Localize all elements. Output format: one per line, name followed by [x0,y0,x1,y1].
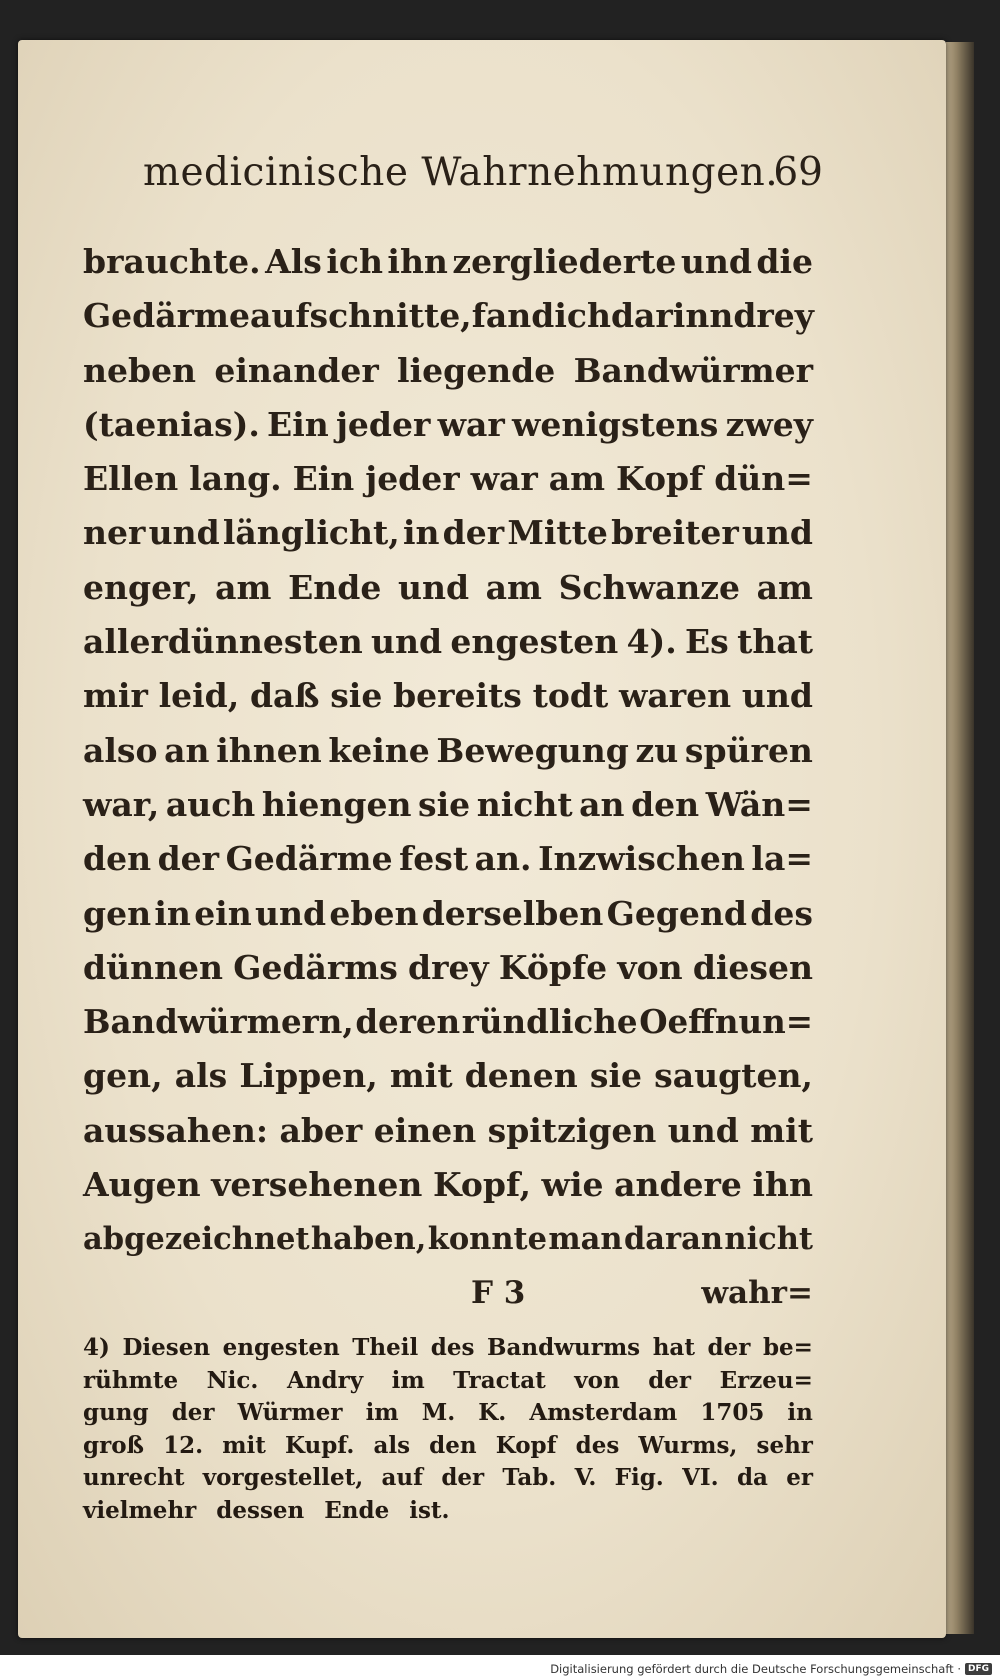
text-line: gen, als Lippen, mit denen sie saugten, [83,1056,813,1096]
text-line: brauchte. Als ich ihn zergliederte und die [83,242,813,281]
book-page [18,40,946,1638]
text-line: allerdünnesten und engesten 4). Es that [83,622,813,662]
text-line: gen in ein und eben derselben Gegend des [83,893,813,933]
catch-line [83,1275,813,1325]
footnote-line: groß 12. mit Kupf. als den Kopf des Wurms, sehr [83,1431,813,1459]
text-line: dünnen Gedärms drey Köpfe von diesen [83,947,813,987]
footnote-line: unrecht vorgestellet, auf der Tab. V. Fig. VI. da er [83,1464,813,1492]
text-line: Bandwürmern, deren ründliche Oeffnun= [83,1002,813,1042]
text-line: war, auch hiengen sie nicht an den Wän= [83,784,813,824]
dfg-logo: DFG [965,1663,992,1675]
footnote-line: rühmte Nic. Andry im Tractat von der Erzeu= [83,1366,813,1394]
text-line: ner und länglicht, in der Mitte breiter und [83,513,813,553]
signature-mark: F 3 [471,1275,526,1311]
text-line: neben einander liegende Bandwürmer [83,350,813,390]
book-page-edges [946,42,974,1634]
text-line: den der Gedärme fest an. Inzwischen la= [83,839,813,879]
footnote [83,1332,813,1528]
text-line: aussahen: aber einen spitzigen und mit [83,1110,813,1150]
digitization-credit [550,1660,992,1678]
text-line: Augen versehenen Kopf, wie andere ihn [83,1165,813,1205]
footnote-line: 4) Diesen engesten Theil des Bandwurms hat der be= [83,1334,813,1361]
text-line: abgezeichnet haben, konnte man daran nicht [83,1221,813,1258]
text-line: enger, am Ende und am Schwanze am [83,567,813,607]
running-title: medicinische Wahrnehmungen. [143,150,779,195]
footnote-line: vielmehr dessen Ende ist. [83,1496,450,1524]
text-line: mir leid, daß sie bereits todt waren und [83,676,813,716]
text-line: Ellen lang. Ein jeder war am Kopf dün= [83,459,813,499]
credit-text: Digitalisierung gefördert durch die Deutsche Forschungsgemeinschaft · [550,1662,961,1676]
catchword: wahr= [701,1275,813,1311]
text-line: (taenias). Ein jeder war wenigstens zwey [83,404,813,444]
footnote-line: gung der Würmer im M. K. Amsterdam 1705 in [83,1399,813,1427]
body-text [83,235,813,1267]
text-line: Gedärme aufschnitte, fand ich darinn drey [83,296,814,336]
page-number: 69 [773,150,823,195]
running-header [143,150,823,210]
text-line: also an ihnen keine Bewegung zu spüren [83,730,813,770]
